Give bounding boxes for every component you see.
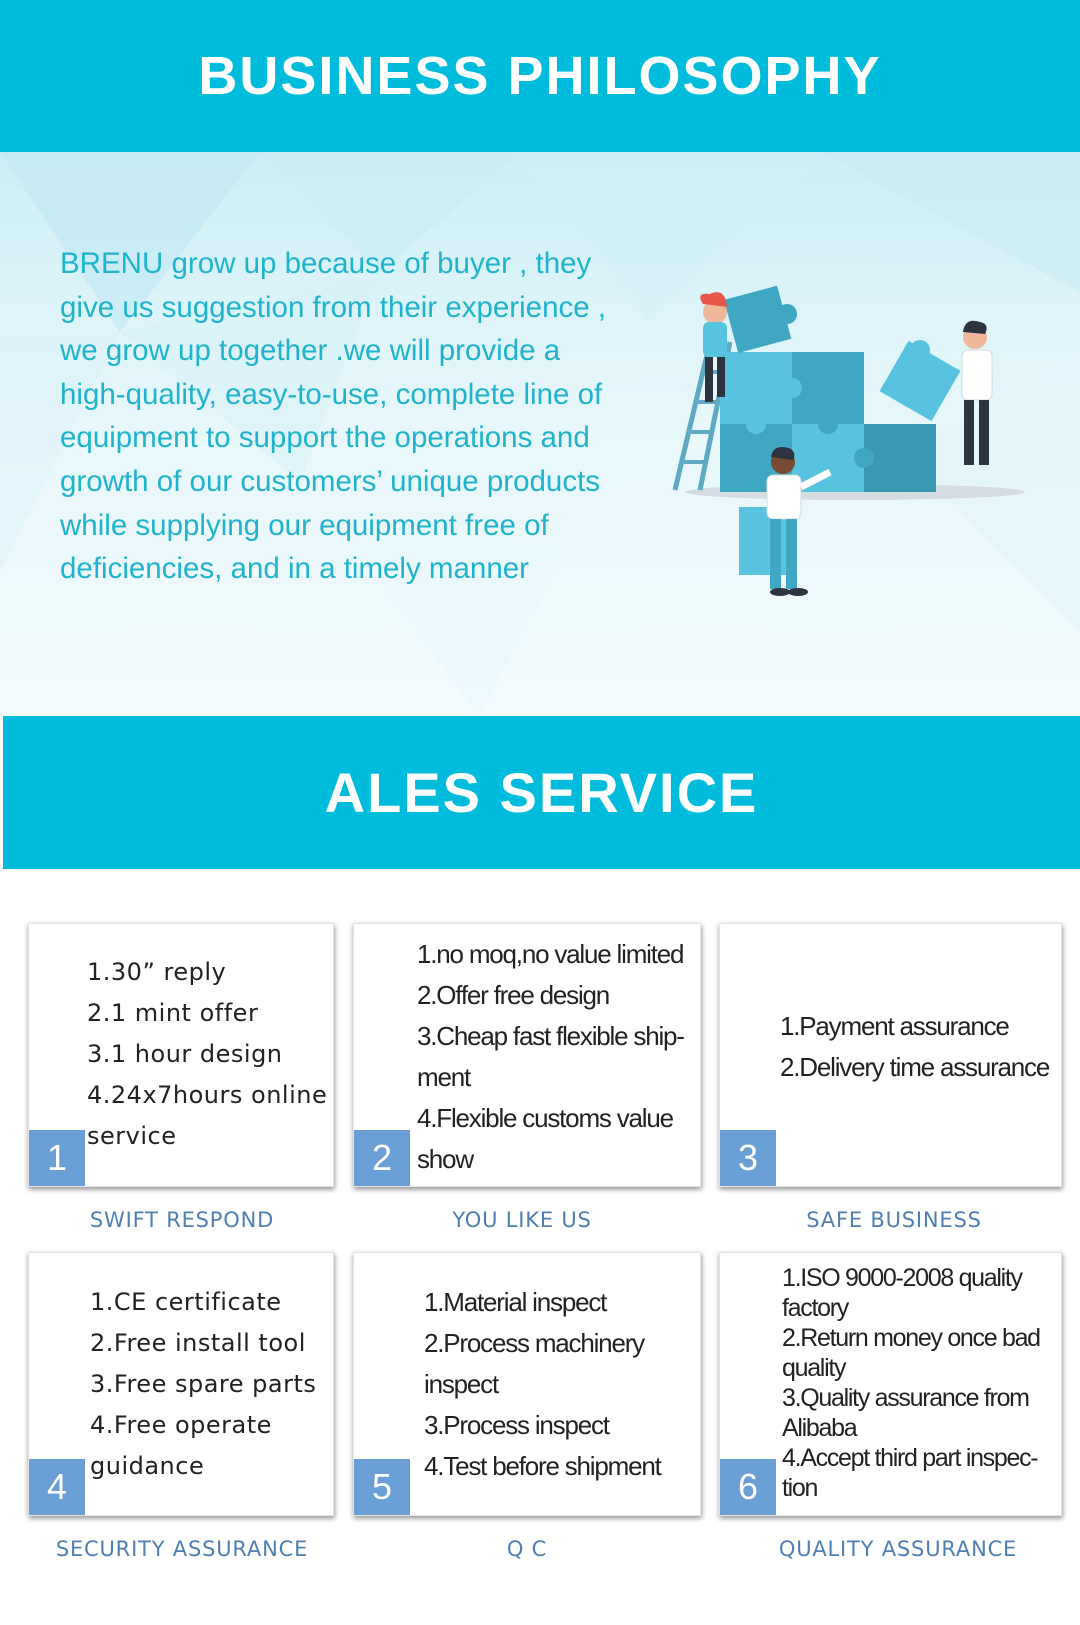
philosophy-line: BRENU grow up because of buyer , they — [60, 247, 592, 280]
philosophy-banner — [0, 0, 1080, 152]
list-item: 1.Payment assurance — [780, 1011, 1009, 1041]
card-list — [424, 1282, 661, 1487]
philosophy-line: high-quality, easy-to-use, complete line of — [60, 377, 603, 411]
card-label: SECURITY ASSURANCE — [55, 1537, 309, 1561]
philosophy-line: growth of our customers’ unique products — [60, 464, 601, 498]
list-item: 1.Material inspect — [424, 1287, 607, 1317]
service-card-6 — [719, 1252, 1062, 1516]
philosophy-line: equipment to support the operations and — [60, 421, 590, 455]
card-number-badge: 3 — [720, 1130, 776, 1186]
card-label: QUALITY ASSURANCE — [778, 1537, 1018, 1561]
list-item: tion — [782, 1474, 818, 1502]
card-label: Q C — [506, 1537, 548, 1561]
list-item: 4.24x7hours online — [87, 1081, 328, 1109]
philosophy-line: give us suggestion from their experience , — [60, 290, 607, 324]
list-item: guidance — [90, 1452, 205, 1480]
list-item: 2.Delivery time assurance — [780, 1052, 1050, 1082]
puzzle-team-icon — [655, 262, 1055, 622]
list-item: 2.Free install tool — [90, 1329, 306, 1357]
list-item: factory — [782, 1294, 848, 1322]
card-number-badge: 6 — [720, 1459, 776, 1515]
card-label: SWIFT RESPOND — [89, 1208, 275, 1232]
list-item: 3.1 hour design — [87, 1040, 283, 1068]
list-item: 1.ISO 9000-2008 quality — [782, 1264, 1022, 1292]
philosophy-text — [60, 242, 660, 591]
list-item: 2.Process machinery — [424, 1328, 644, 1358]
card-list — [417, 934, 684, 1180]
philosophy-line: while supplying our equipment free of — [60, 508, 549, 542]
card-number-badge: 1 — [29, 1130, 85, 1186]
philosophy-line: deficiencies, and in a timely manner — [60, 552, 529, 586]
list-item: 3.Quality assurance from — [782, 1384, 1029, 1412]
card-list — [782, 1263, 1040, 1503]
list-item: service — [87, 1122, 177, 1150]
list-item: show — [417, 1144, 473, 1174]
list-item: 4.Free operate — [90, 1411, 272, 1439]
list-item: inspect — [424, 1369, 498, 1399]
philosophy-line: we grow up together .we will provide a — [60, 334, 561, 368]
card-list — [780, 1006, 1049, 1088]
list-item: 2.Offer free design — [417, 980, 610, 1010]
service-banner — [3, 716, 1080, 869]
service-card-2 — [353, 923, 701, 1187]
list-item: 3.Process inspect — [424, 1410, 609, 1440]
list-item: 4.Test before shipment — [424, 1451, 661, 1481]
list-item: 4.Accept third part inspec- — [782, 1444, 1038, 1472]
list-item: 2.1 mint offer — [87, 999, 259, 1027]
philosophy-hero — [0, 152, 1080, 716]
card-list — [90, 1282, 316, 1487]
card-number-badge: 5 — [354, 1459, 410, 1515]
list-item: Alibaba — [782, 1414, 857, 1442]
list-item: quality — [782, 1354, 846, 1382]
philosophy-title: BUSINESS PHILOSOPHY — [198, 46, 882, 106]
list-item: 3.Cheap fast flexible ship- — [417, 1021, 684, 1051]
list-item: 1.CE certificate — [90, 1288, 282, 1316]
service-card-3 — [719, 923, 1062, 1187]
list-item: 1.30” reply — [87, 958, 227, 986]
card-label: YOU LIKE US — [452, 1208, 592, 1232]
list-item: 2.Return money once bad — [782, 1324, 1040, 1352]
card-list — [87, 952, 327, 1157]
service-title: ALES SERVICE — [324, 761, 759, 824]
list-item: 4.Flexible customs value — [417, 1103, 673, 1133]
list-item: 3.Free spare parts — [90, 1370, 317, 1398]
card-label: SAFE BUSINESS — [806, 1208, 982, 1232]
card-number-badge: 2 — [354, 1130, 410, 1186]
service-card-5 — [353, 1252, 701, 1516]
list-item: ment — [417, 1062, 471, 1092]
service-card-1 — [28, 923, 334, 1187]
list-item: 1.no moq,no value limited — [417, 939, 684, 969]
service-card-4 — [28, 1252, 334, 1516]
card-number-badge: 4 — [29, 1459, 85, 1515]
